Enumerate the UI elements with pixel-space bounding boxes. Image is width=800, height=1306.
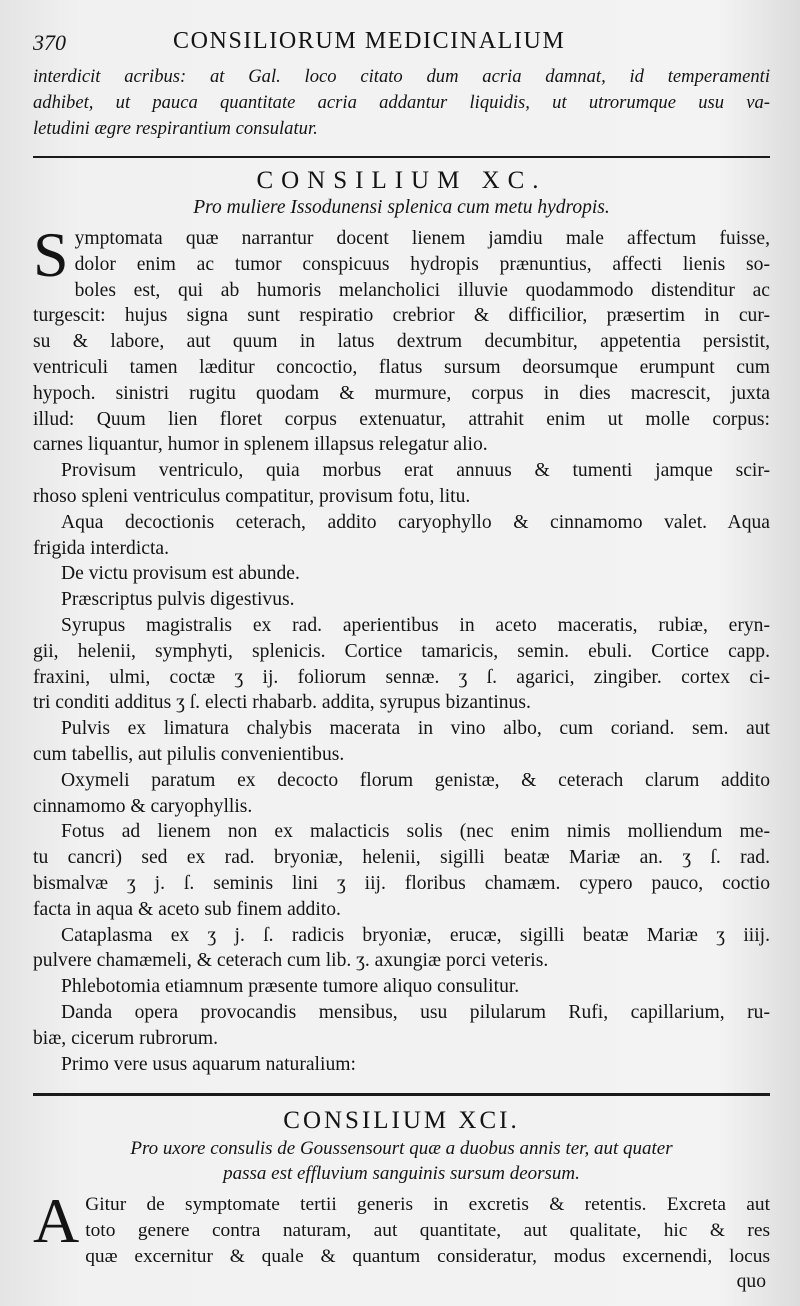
intro-text (33, 64, 770, 142)
text-line: Oxymeli paratum ex decocto florum genistæ, & ceterach clarum addito (61, 769, 770, 791)
text-line: turgescit: hujus signa sunt respiratio crebrior & difficilior, præsertim in cur- (33, 305, 770, 327)
text-line: Gitur de symptomate tertii generis in excretis & retentis. Excreta aut (85, 1194, 770, 1216)
catchword: quo (736, 1270, 766, 1292)
text-line: quæ excernitur & quale & quantum consideratur, modus excernendi, locus (85, 1245, 770, 1267)
text-line: hypoch. sinistri rugitu quodam & murmure, corpus in dies macrescit, juxta (33, 382, 770, 404)
text-line: ymptomata quæ narrantur docent lienem jamdiu male affectum fuisse, (74, 228, 770, 249)
text-line: ventriculi tamen læditur concoctio, flatus sursum deorsumque erumpunt cum (33, 356, 770, 378)
text-line: facta in aqua & aceto sub finem addito. (33, 898, 341, 920)
text-line: gii, helenii, symphyti, splenicis. Cortice tamaricis, semin. ebuli. Cortice capp. (33, 640, 770, 662)
text-line: illud: Quum lien floret corpus extenuatur, attrahit enim ut molle corpus: (33, 408, 770, 430)
section-subtitle-line: Pro uxore consulis de Goussensourt quæ a duobus annis ter, aut quater (130, 1138, 673, 1160)
text-line: Provisum ventriculo, quia morbus erat annuus & tumenti jamque scir- (61, 460, 770, 482)
text-line: Fotus ad lienem non ex malacticis solis (nec enim nimis molliendum me- (61, 821, 770, 843)
section-title: CONSILIUM XCI. (283, 1107, 520, 1135)
text-line: Phlebotomia etiamnum præsente tumore aliquo consulitur. (61, 976, 520, 998)
text-line: Aqua decoctionis ceterach, addito caryophyllo & cinnamomo valet. Aqua (61, 511, 770, 533)
text-line: rhoso spleni ventriculus compatitur, provisum fotu, litu. (33, 485, 471, 507)
text-line: biæ, cicerum rubrorum. (33, 1027, 219, 1049)
section-body (33, 1185, 770, 1269)
text-line: pulvere chamæmeli, & ceterach cum lib. ʒ. axungiæ porci veteris. (33, 950, 549, 972)
page-number: 370 (33, 30, 66, 55)
text-line: Pulvis ex limatura chalybis macerata in vino albo, cum coriand. sem. aut (61, 718, 770, 740)
text-line: su & labore, aut quum in latus dextrum decumbitur, appetentia persistit, (33, 331, 770, 353)
text-line: bismalvæ ʒ j. ſ. seminis lini ʒ iij. floribus chamæm. cypero pauco, coctio (33, 872, 770, 894)
text-line: cinnamomo & caryophyllis. (33, 795, 253, 817)
section-subtitle: Pro muliere Issodunensi splenica cum metu hydropis. (193, 197, 610, 218)
text-line: frigida interdicta. (33, 537, 170, 559)
text-line: De victu provisum est abunde. (61, 563, 300, 585)
drop-cap: S (33, 219, 69, 290)
text-line: Cataplasma ex ʒ j. ſ. radicis bryoniæ, erucæ, sigilli beatæ Mariæ ʒ iiij. (61, 924, 770, 946)
text-line: cum tabellis, aut pilulis convenientibus. (33, 743, 345, 765)
section-title: CONSILIUM XC. (256, 167, 547, 194)
section-subtitle-line: passa est effluvium sanguinis sursum deorsum. (223, 1163, 580, 1185)
section-divider (33, 1093, 770, 1096)
text-line: Præscriptus pulvis digestivus. (61, 589, 295, 611)
text-line: Danda opera provocandis mensibus, usu pilularum Rufi, capillarium, ru- (61, 1001, 770, 1023)
section-body (33, 219, 770, 1077)
drop-cap: A (33, 1185, 80, 1257)
text-line: tu cancri) sed ex rad. bryoniæ, helenii, sigilli beatæ Mariæ an. ʒ ſ. rad. (33, 847, 770, 869)
page-header (33, 22, 770, 58)
intro-line: interdicit acribus: at Gal. loco citato dum acria damnat, id temperamenti (33, 66, 770, 87)
section-divider (33, 156, 770, 158)
text-line: Primo vere usus aquarum naturalium: (61, 1053, 356, 1075)
consilium-xci (33, 1106, 770, 1293)
text-line: dolor enim ac tumor conspicuus hydropis prænuntius, affecti lienis so- (74, 253, 770, 275)
intro-line: adhibet, ut pauca quantitate acria addantur liquidis, ut utrorumque usu va- (33, 92, 770, 113)
text-line: toto genere contra naturam, aut quantitate, aut qualitate, hic & res (85, 1220, 770, 1242)
intro-line: letudini ægre respirantium consulatur. (33, 118, 318, 139)
consilium-xc (33, 166, 770, 1077)
text-line: carnes liquantur, humor in splenem illapsus relegatur alio. (33, 434, 488, 456)
text-line: tri conditi additus ʒ ſ. electi rhabarb. addita, syrupus bizantinus. (33, 692, 531, 714)
text-line: boles est, qui ab humoris melancholici illuvie quodammodo distenditur ac (74, 279, 770, 301)
running-title: CONSILIORUM MEDICINALIUM (173, 28, 566, 54)
text-line: Syrupus magistralis ex rad. aperientibus in aceto maceratis, rubiæ, eryn- (61, 614, 770, 636)
text-line: fraxini, ulmi, coctæ ʒ ij. foliorum sennæ. ʒ ſ. agarici, zingiber. cortex ci- (33, 666, 770, 688)
